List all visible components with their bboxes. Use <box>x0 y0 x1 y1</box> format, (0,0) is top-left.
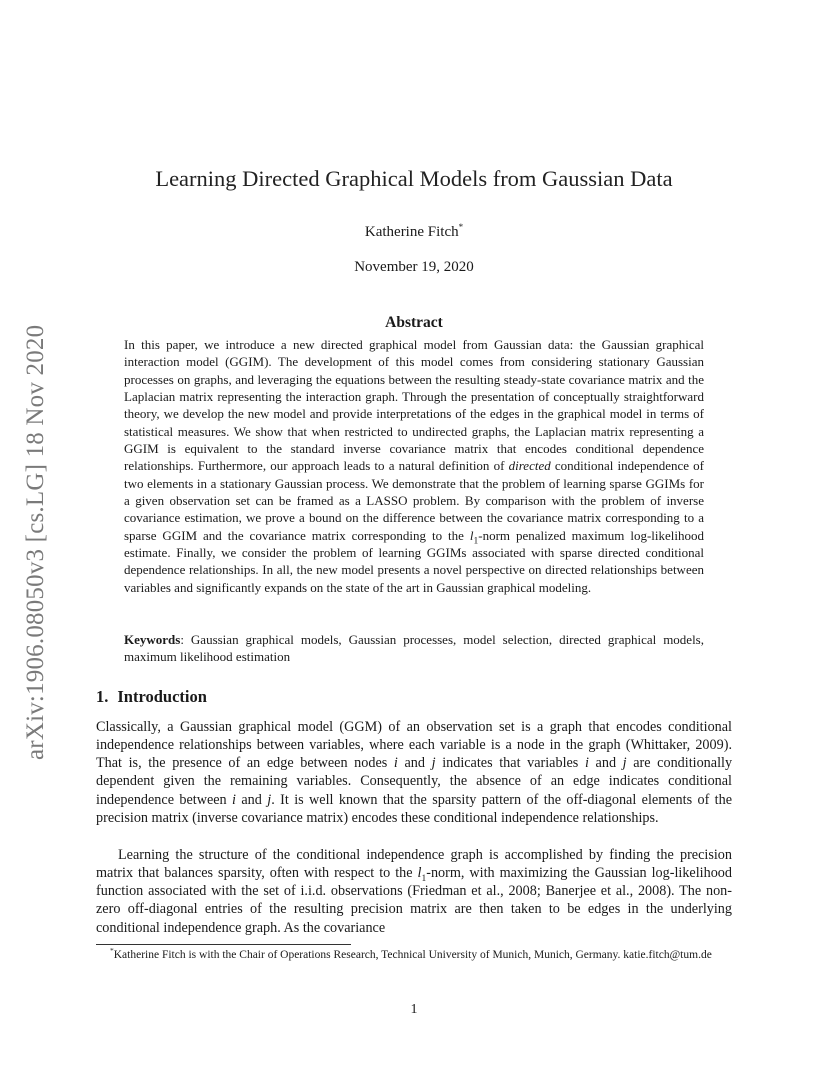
paragraph-text: Classically, a Gaussian graphical model (GGM) of an observation set is a graph that encodes conditional independence relationships between variables, where each variable is a node in the graph (Whittaker, 2009). That is, the presence of an edge between nodes <box>96 719 732 772</box>
abstract-text-part: conditional independence of two elements in a stationary Gaussian process. We demonstrate that the problem of learning sparse GGIMs for a given observation set can be framed as a LASSO problem. By comparison with the problem of inverse covariance estimation, we prove a bound on the difference between the covariance matrix corresponding to a sparse GGIM and the covariance matrix corresponding to the <box>124 458 705 543</box>
keywords <box>124 631 704 665</box>
math-variable: i <box>584 755 589 772</box>
footnote-divider <box>96 944 351 945</box>
paragraph-text: and <box>404 755 425 772</box>
paper-title: Learning Directed Graphical Models from Gaussian Data <box>155 166 673 191</box>
keywords-text: : Gaussian graphical models, Gaussian processes, model selection, directed graphical models, maximum likelihood estimation <box>124 632 704 664</box>
paragraph-text: indicates that variables <box>442 755 579 772</box>
paper-date: November 19, 2020 <box>354 259 474 275</box>
math-l-symbol: l <box>417 865 422 882</box>
math-l-symbol: l <box>469 527 474 543</box>
paragraph-text: . It is well known that the sparsity pattern of the off-diagonal elements of the precision matrix (inverse covariance matrix) encodes these conditional independence relationships. <box>96 791 733 826</box>
section-heading <box>96 687 207 707</box>
paragraph <box>96 718 732 827</box>
abstract-emphasis-directed: directed <box>508 458 551 474</box>
paragraph-text: are conditionally dependent given the remaining variables. Consequently, the absence of an edge indicates conditional independence between <box>96 755 733 808</box>
abstract-body <box>124 336 704 596</box>
author-line <box>96 224 732 241</box>
math-variable: j <box>622 755 627 772</box>
paragraph-text: and <box>595 755 617 772</box>
paragraph-text: Learning the structure of the conditional independence graph is accomplished by finding the precision matrix that balances sparsity, often with respect to the <box>96 847 732 882</box>
footnote-mark: * <box>110 946 114 956</box>
math-variable: i <box>393 755 398 772</box>
paragraph-text: -norm, with maximizing the Gaussian log-likelihood function associated with the set of i.i.d. observations (Friedman et al., 2008; Banerjee et al., 2008). The non-zero off-diagonal entries of the resulting precision matrix are then taken to be edges in the underlying conditional independence graph. As the covariance <box>96 865 732 936</box>
abstract-text-part: -norm penalized maximum log-likelihood estimate. Finally, we consider the problem of learning GGIMs associated with sparse directed conditional dependence relationships. In all, the new model presents a novel perspective on directed relationships between variables and significantly expands on the state of the art in Gaussian graphical modeling. <box>124 527 705 595</box>
author-name: Katherine Fitch <box>364 224 459 240</box>
author-footnote-mark: * <box>458 222 464 232</box>
footnote <box>96 948 732 963</box>
keywords-label: Keywords <box>124 632 181 647</box>
paragraph-text: and <box>241 791 262 808</box>
abstract-text-part: In this paper, we introduce a new directed graphical model from Gaussian data: the Gaussian graphical interaction model (GGIM). The development of this model comes from considering stationary Gaussian processes on graphs, and leveraging the equations between the resulting steady-state covariance matrix and the Laplacian matrix representing the interaction graph. Through the presentation of conceptually straightforward theory, we develop the new model and provide interpretations of the edges in the graphical model in terms of statistical measures. We show that when restricted to undirected graphs, the Laplacian matrix representing a GGIM is equivalent to the standard inverse covariance matrix that encodes conditional dependence relationships. Furthermore, our approach leads to a natural definition of <box>124 337 704 474</box>
math-subscript: 1 <box>473 536 479 547</box>
paragraph <box>96 846 732 937</box>
section-title: Introduction <box>117 687 207 706</box>
footnote-text: Katherine Fitch is with the Chair of Operations Research, Technical University of Munich, Munich, Germany. katie.fitch@tum.de <box>113 949 712 961</box>
math-variable: i <box>232 791 236 808</box>
abstract-heading: Abstract <box>385 314 443 331</box>
arxiv-identifier-stamp: arXiv:1906.08050v3 [cs.LG] 18 Nov 2020 <box>22 324 49 760</box>
math-subscript: 1 <box>421 873 427 884</box>
math-variable: j <box>267 791 272 808</box>
section-number: 1. <box>96 687 109 706</box>
math-variable: j <box>431 755 436 772</box>
page-number: 1 <box>410 1002 418 1017</box>
